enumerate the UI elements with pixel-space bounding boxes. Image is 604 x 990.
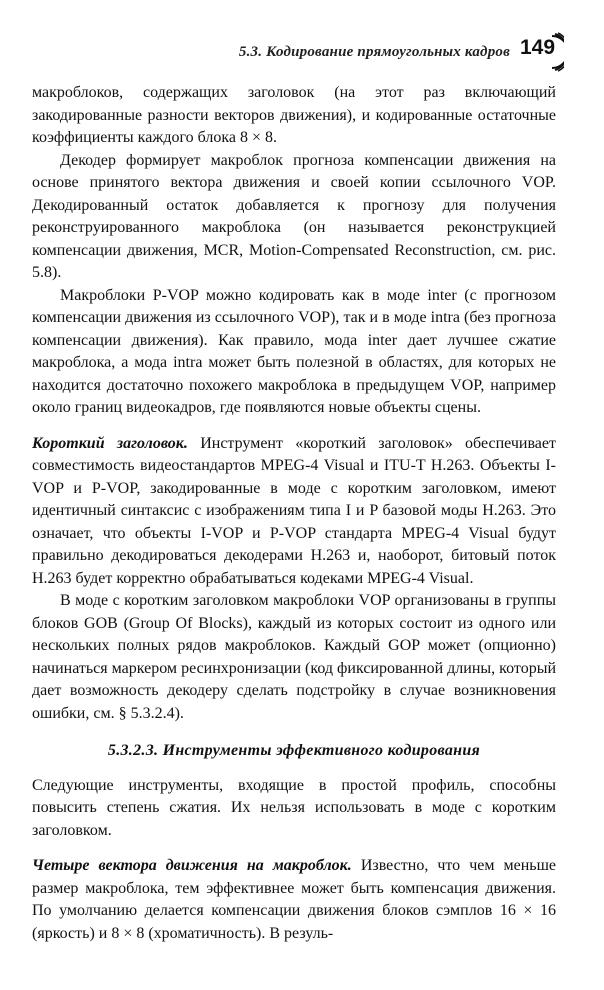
four-vectors-text: Известно, что чем меньше размер макроблока, тем эффективнее может быть компенсация движения. По умолчанию делается компенсации движения блоков сэмплов 16 × 16 (яркость) и 8 × 8 (хроматичность). В резуль- bbox=[32, 857, 557, 942]
page-number: 149 bbox=[520, 36, 556, 59]
subsection-intro: Следующие инструменты, входящие в простой профиль, способны повысить степень сжатия. Их нельзя использовать в моде с коротким заголовком. bbox=[32, 776, 556, 839]
short-header-title: Короткий заголовок. bbox=[32, 434, 188, 452]
running-head bbox=[239, 32, 564, 72]
short-header-text: Инструмент «короткий заголовок» обеспечивает совместимость видеостандартов MPEG-4 Visual и ITU-T H.263. Объекты I-VOP и P-VOP, закодированные в моде с коротким заголовком, имеют идентичный синтаксис с изображениям типа I и P базовой моды H.263. Это означает, что объекты I-VOP и P-VOP стандарта MPEG-4 Visual будут правильно декодироваться декодерами H.263 и, наоборот, битовый поток H.263 будет корректно обрабатываться кодеками MPEG-4 Visual. bbox=[32, 434, 557, 587]
paragraph-gob: В моде с коротким заголовком макроблоки VOP организованы в группы блоков GOB (Group Of Blocks), каждый из которых состоит из одного или нескольких полных рядов макроблоков. Каждый GOP может (опционно) начинаться маркером ресинхронизации (код фиксированной длины, который дает возможность декодеру сделать подстройку в случае возникновения ошибки, см. § 5.3.2.4). bbox=[32, 592, 556, 722]
paragraph-short-header bbox=[32, 433, 556, 591]
subsection-heading: 5.3.2.3. Инструменты эффективного кодирования bbox=[107, 742, 481, 759]
four-vectors-title: Четыре вектора движения на макроблок. bbox=[32, 857, 352, 874]
paragraph-pvop: Макроблоки P-VOP можно кодировать как в моде inter (с прогнозом компенсации движения из ссылочного VOP), так и в моде intra (без прогноза компенсации движения). Как правило, мода inter дает лучшее сжатие макроблока, а мода intra может быть полезной в областях, для которых не находится достаточно похожего макроблока в предыдущем VOP, например около границ видеокадров, где появляются новые объекты сцены. bbox=[32, 286, 556, 416]
page-number-badge bbox=[518, 32, 564, 72]
running-title: 5.3. Кодирование прямоугольных кадров bbox=[238, 43, 510, 60]
paragraph-continued: макроблоков, содержащих заголовок (на этот раз включающий закодированные разности векторов движения), и кодированные остаточные коэффициенты каждого блока 8 × 8. bbox=[32, 84, 556, 146]
paragraph-decoder: Декодер формирует макроблок прогноза компенсации движения на основе принятого вектора движения и своей копии ссылочного VOP. Декодированный остаток добавляется к прогнозу для получения реконструированного макроблока (он называется реконструкцией компенсации движения, MCR, Motion-Compensated Reconstruction, см. рис. 5.8). bbox=[32, 151, 556, 281]
paragraph-four-vectors bbox=[32, 855, 556, 945]
body-text bbox=[32, 82, 556, 945]
